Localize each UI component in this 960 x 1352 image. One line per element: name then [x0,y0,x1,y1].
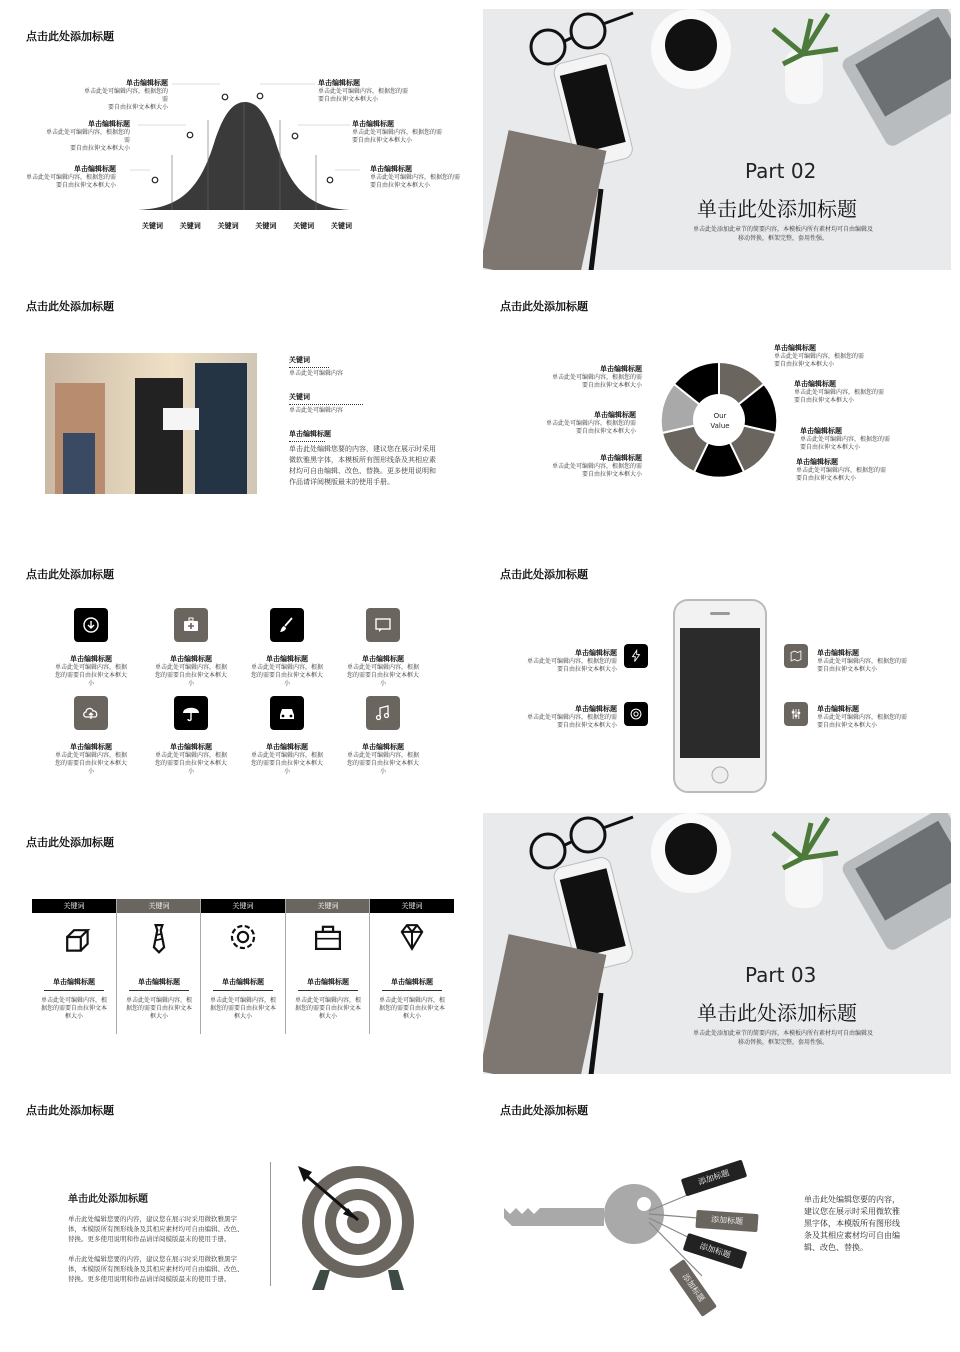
phone-mockup [672,598,768,794]
target-icon [290,1162,420,1294]
upload-icon [74,696,108,730]
part-title: 单击此处添加标题 [697,1001,857,1025]
column-header: 关键词 [201,899,285,913]
wheel-center-label: Our Value [710,412,730,430]
brush-icon [270,608,304,642]
bell-label-right-3: 单击编辑标题 单击此处可编辑内容，根据您的需 要自由拉伸文本框大小 [370,165,461,189]
phone-label-left-1: 单击编辑标题 单击此处可编辑内容，根据您的需 要自由拉伸文本框大小 [526,649,617,673]
part-description: 单击此处添加此章节的简要内容，本模板内所有素材均可自由编辑及 移动替换，框架完整，套用性强。 [692,226,873,242]
part-description: 单击此处添加此章节的简要内容，本模板内所有素材均可自由编辑及 移动替换，框架完整，套用性强。 [692,1030,873,1046]
keyword: 关键词 [330,222,352,230]
chat-icon [366,608,400,642]
icon-grid-item-text: 单击编辑标题 单击此处可编辑内容，根据 您的需要自由拉伸文本框大 小 [154,655,227,687]
slide-target [0,1074,470,1336]
keyword: 关键词 [255,222,277,230]
icon-grid-item-text: 单击编辑标题 单击此处可编辑内容，根据 您的需要自由拉伸文本框大 小 [346,655,419,687]
target-paragraph-1: 单击此处编辑您要的内容，建议您在展示时采用微软雅黑字 体，本模版所有图形线条及其相应素材均可自由编辑、改色、 替换。更多使用说明和作品请详阅模版最末的使用手册。 [68,1215,244,1243]
column-body: 单击编辑标题 单击此处可编辑内容，根 据您的需要自由拉伸文本 框大小 [378,978,445,1020]
icon-grid-item-text: 单击编辑标题 单击此处可编辑内容，根据 您的需要自由拉伸文本框大 小 [54,743,127,775]
wheel-label-left-3: 单击编辑标题 单击此处可编辑内容，根据您的需 要自由拉伸文本框大小 [552,454,643,478]
icon-grid-item-text: 单击编辑标题 单击此处可编辑内容，根据 您的需要自由拉伸文本框大 小 [250,655,323,687]
slide-title: 点击此处添加标题 [26,568,114,581]
phone-label-right-2: 单击编辑标题 单击此处可编辑内容，根据您的需 要自由拉伸文本框大小 [817,705,908,729]
lifebuoy-icon [624,702,648,726]
key-tag: 添加标题 [669,1259,717,1317]
music-icon [366,696,400,730]
wheel-label-left-1: 单击编辑标题 单击此处可编辑内容，根据您的需 要自由拉伸文本框大小 [552,365,643,389]
slide-part-02 [483,9,951,271]
icon-grid-item-text: 单击编辑标题 单击此处可编辑内容，根据 您的需要自由拉伸文本框大 小 [154,743,227,775]
target-heading: 单击此处添加标题 [68,1194,148,1205]
keyword-row [142,221,352,231]
key-paragraph: 单击此处编辑您要的内容， 建议您在展示时采用微软雅 黑字体，本模版所有图形线 条及其相应素材均可自由编 辑、改色、替换。 [804,1195,900,1252]
tie-icon [142,920,176,954]
bell-label-left-2: 单击编辑标题 单击此处可编辑内容，根据您的需 要自由拉伸文本框大小 [45,120,130,152]
column-header: 关键词 [117,899,201,913]
wheel-label-right-3: 单击编辑标题 单击此处可编辑内容，根据您的需 要自由拉伸文本框大小 [800,427,891,451]
column-header: 关键词 [32,899,116,913]
part-number: Part 03 [745,963,817,987]
slide-bell-curve [0,0,470,262]
lightning-icon [624,644,648,668]
bell-label-right-1: 单击编辑标题 单击此处可编辑内容，根据您的需 要自由拉伸文本框大小 [318,79,409,103]
key-tag: 添加标题 [681,1160,747,1197]
car-icon [270,696,304,730]
slide-key [474,1074,960,1336]
marker-circle [152,177,158,183]
target-paragraph-2: 单击此处编辑您要的内容，建议您在展示时采用微软雅黑字 体，本模版所有图形线条及其相应素材均可自由编辑、改色、 替换。更多使用说明和作品请详阅模版最末的使用手册。 [68,1255,244,1283]
wheel-label-left-2: 单击编辑标题 单击此处可编辑内容，根据您的需 要自由拉伸文本框大小 [546,411,637,435]
bell-label-left-3: 单击编辑标题 单击此处可编辑内容，根据您的需 要自由拉伸文本框大小 [26,165,117,189]
keyword: 关键词 [293,222,315,230]
column-body: 单击编辑标题 单击此处可编辑内容，根 据您的需要自由拉伸文本 框大小 [209,978,276,1020]
slide-title: 点击此处添加标题 [26,300,114,313]
slide-icon-grid [0,538,470,800]
umbrella-icon [174,696,208,730]
download-icon [74,608,108,642]
icon-grid-item-text: 单击编辑标题 单击此处可编辑内容，根据 您的需要自由拉伸文本框大 小 [54,655,127,687]
keyword: 关键词 [217,222,239,230]
column-body: 单击编辑标题 单击此处可编辑内容，根 据您的需要自由拉伸文本 框大小 [125,978,192,1020]
keyword: 关键词 [179,222,201,230]
slide-title: 点击此处添加标题 [500,300,588,313]
part-number: Part 02 [745,159,817,183]
team-photo [45,353,257,494]
diamond-icon [395,920,429,954]
column-header: 关键词 [286,899,370,913]
phone-label-left-2: 单击编辑标题 单击此处可编辑内容，根据您的需 要自由拉伸文本框大小 [526,705,617,729]
map-icon [784,644,808,668]
slide-phone [474,538,960,800]
wheel-label-right-1: 单击编辑标题 单击此处可编辑内容，根据您的需 要自由拉伸文本框大小 [774,344,865,368]
bell-label-left-1: 单击编辑标题 单击此处可编辑内容，根据您的需 要自由拉伸文本框大小 [83,79,168,111]
slide-title: 点击此处添加标题 [26,1104,114,1117]
slide-part-03 [483,813,951,1075]
slide-title: 点击此处添加标题 [26,30,114,43]
slide-title: 点击此处添加标题 [500,568,588,581]
part-title: 单击此处添加标题 [697,197,857,221]
key-icon [504,1156,804,1326]
column-body: 单击编辑标题 单击此处可编辑内容，根 据您的需要自由拉伸文本 框大小 [294,978,361,1020]
keyword-block: 关键词 单击此处可编辑内容 关键词 单击此处可编辑内容 单击编辑标题 单击此处编辑您要的内容，建议您在展示时采用 微软雅黑字体，本模板所有图形线条及其相应素 材均可自由编辑、改色、替换。更多使用说明和 作品请详阅模版最末的使用手册。 [289,356,436,486]
icon-grid-item-text: 单击编辑标题 单击此处可编辑内容，根据 您的需要自由拉伸文本框大 小 [250,743,323,775]
slide-our-value [474,270,960,532]
gear-icon [226,920,260,954]
briefcase-icon [311,920,345,954]
first-aid-icon [174,608,208,642]
icon-grid-item-text: 单击编辑标题 单击此处可编辑内容，根据 您的需要自由拉伸文本框大 小 [346,743,419,775]
phone-label-right-1: 单击编辑标题 单击此处可编辑内容，根据您的需 要自由拉伸文本框大小 [817,649,908,673]
slide-title: 点击此处添加标题 [500,1104,588,1117]
wheel-label-right-2: 单击编辑标题 单击此处可编辑内容，根据您的需 要自由拉伸文本框大小 [794,380,885,404]
keyword: 关键词 [142,222,163,230]
wheel-label-right-4: 单击编辑标题 单击此处可编辑内容，根据您的需 要自由拉伸文本框大小 [796,458,887,482]
slide-title: 点击此处添加标题 [26,836,114,849]
column-header: 关键词 [370,899,454,913]
slide-team [0,270,470,532]
divider [270,1162,271,1286]
slide-five-columns [0,806,470,1068]
key-tag: 添加标题 [683,1233,748,1269]
sliders-icon [784,702,808,726]
cube-icon [57,920,91,954]
bell-label-right-2: 单击编辑标题 单击此处可编辑内容，根据您的需 要自由拉伸文本框大小 [352,120,443,144]
key-tag: 添加标题 [695,1210,758,1232]
column-body: 单击编辑标题 单击此处可编辑内容，根 据您的需要自由拉伸文本 框大小 [40,978,107,1020]
